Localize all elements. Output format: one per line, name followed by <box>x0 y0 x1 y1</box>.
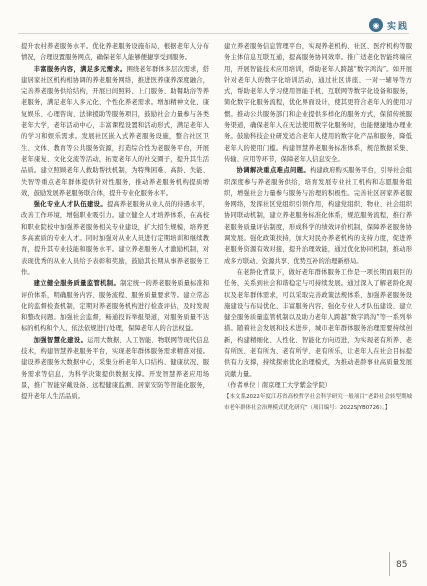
section-tag <box>369 18 409 32</box>
article-right-column <box>224 41 412 413</box>
section-circle-icon: ◉ <box>369 18 383 32</box>
article-left-column <box>21 41 209 403</box>
page-number-divider <box>389 552 390 576</box>
paragraph-lead: 协调解决重点难点问题。 <box>236 167 311 175</box>
paragraph: 协调解决重点难点问题。构建政府购买服务平台，引导社会组织深度参与养老服务供给，培育发展专业社工机构和志愿服务组织，增强社会力量参与服务与治理的积极性。完善社区居家养老服务网络，发挥社区党组织引领作用，构建党组织、物业、社会组织协同联动机制，建立养老服务标准化体系，规范服务流程，推行养老服务质量评估制度，形成科学的绩效评价机制，保障养老服务协调发展。强化政策扶持，加大对民办养老机构的支持力度，促进养老服务资源有效对接，提升治理效能，通过优化协同机制，推动形成多方联动、资源共享、优势互补的治理新格局。 <box>224 167 412 265</box>
paragraph: 建立养老服务信息管理平台，实现养老机构、社区、医疗机构等服务主体信息互联互通，提高服务协同效率。推广适老化智能终端应用，开展智能技术应用培训，帮助老年人跨越“数字鸿沟”。如开展针对老年人的数字化培训活动，通过社区讲座、一对一辅导等方式，帮助老年人学习使用智能手机、互联网等数字化设备和服务，简化数字化服务流程，优化界面设计，使其更符合老年人的使用习惯。推动公共服务部门和企业提供多样化的服务方式，保留传统服务渠道，确保老年人在无法使用数字化服务时，也能便捷地办理业务。鼓励科技企业研发适合老年人使用的数字化产品和服务，降低老年人的使用门槛。构建智慧养老服务标准体系，规范数据采集、传输、应用等环节，保障老年人信息安全。 <box>224 43 412 163</box>
paragraph-lead: 丰富服务内容，满足多元需求。 <box>33 65 127 73</box>
header-rule <box>18 33 409 34</box>
conclusion-paragraph: 在老龄化背景下，做好老年群体服务工作是一项长期而艰巨的任务，关系到社会和谐稳定与可持续发展。通过深入了解老龄化现状及老年群体需求，可以采取完善政策法规体系、加强养老服务设施建设与布局优化、丰富服务内容、强化专业人才队伍建设、建立健全服务质量监管机制以及助力老年人跨越“数字鸿沟”等一系列举措。随着社会发展和技术进步，城市老年群体服务治理需要持续创新，构建精细化、人性化、智能化方向迈进，为实现老有所养、老有所医、老有所为、老有所学、老有所乐，让老年人在社会目标提供有力支撑，持续探索优化治理模式，为推动老龄事业高质量发展贡献力量。 <box>224 268 412 378</box>
paragraph: 丰富服务内容，满足多元需求。围绕老年群体多层次需求，搭建居家社区机构相协调的养老服务网络，推进医养康养深度融合，完善养老服务供给结构，开展日间照料、上门服务、助餐助浴等养老服务，满足老年人多元化、个性化养老需求。增加精神文化、康复娱乐、心理咨询、法律援助等服务项目，鼓励社会力量参与各类老年大学，老年活动中心，丰富课程设置和活动形式，满足老年人的学习和娱乐需求。发展社区嵌入式养老服务设施，整合社区卫生、文体、教育等公共服务资源，打造综合性为老服务平台，开展老年康复、文化交流等活动，拓宽老年人的社交圈子，提升其生活品质。建立照顾老年人救助帮扶机制，为特殊困难、高龄、失能、失智等重点老年群体提供针对性服务，推动养老服务机构提质增效，鼓励发展养老服务联合体，提升专业化服务水平。 <box>21 65 210 197</box>
page-number: 85 <box>396 560 408 570</box>
section-label: 实践 <box>386 21 409 32</box>
funding-note: 【本文系2022年度江苏省高校哲学社会科学研究一般项目“老龄社会转型期城市老年群体社会治理模式优化研究”（项目编号：2022SJYB0726）。】 <box>224 394 412 411</box>
author-affiliation: （作者单位｜南京理工大学紫金学院） <box>224 381 332 389</box>
paragraph: 加强智慧化建设。运用大数据、人工智能、物联网等现代信息技术，构建智慧养老服务平台，实现老年群体服务需求精准对接。建设养老服务大数据中心，采集分析老年人口结构、健康状况、服务需求等信息，为科学决策提供数据支撑。开发智慧养老应用场景，推广智能穿戴设备、远程健康监测、居家安防等智能化服务，提升老年人生活品质。 <box>21 336 210 401</box>
paragraph: 提升农村养老服务水平。优化养老服务设施布局，根据老年人分布情况，合理设置服务网点，确保老年人能够便捷享受到服务。 <box>21 43 209 62</box>
paragraph-lead: 加强智慧化建设。 <box>33 336 88 344</box>
paragraph: 建立健全服务质量监管机制。制定统一的养老服务质量标准和评价体系，明确服务内容、服务流程、服务质量要求等。建立常态化的监督检查机制，定期对养老服务机构进行检查评估，及时发现和整改问题。加强社会监督，畅通投诉举报渠道，对服务质量不达标的机构和个人，依法依规进行处理，保障老年人的合法权益。 <box>21 280 210 333</box>
paragraph-lead: 建立健全服务质量监管机制。 <box>33 280 121 288</box>
paragraph: 强化专业人才队伍建设。提高养老服务从业人员的待遇水平，改善工作环境，增强职业吸引力。建立健全人才培养体系，在高校和职业院校中加强养老服务相关专业建设，扩大招生规模，培养更多高素质的专业人才。同时加强对从业人员进行定期培训和继续教育，提升其专业技能和服务水平。建立养老服务人才激励机制，对表现优秀的从业人员给予表彰和奖励，鼓励其长期从事养老服务工作。 <box>21 201 209 276</box>
paragraph-lead: 强化专业人才队伍建设。 <box>33 201 108 209</box>
page-header <box>0 0 427 40</box>
